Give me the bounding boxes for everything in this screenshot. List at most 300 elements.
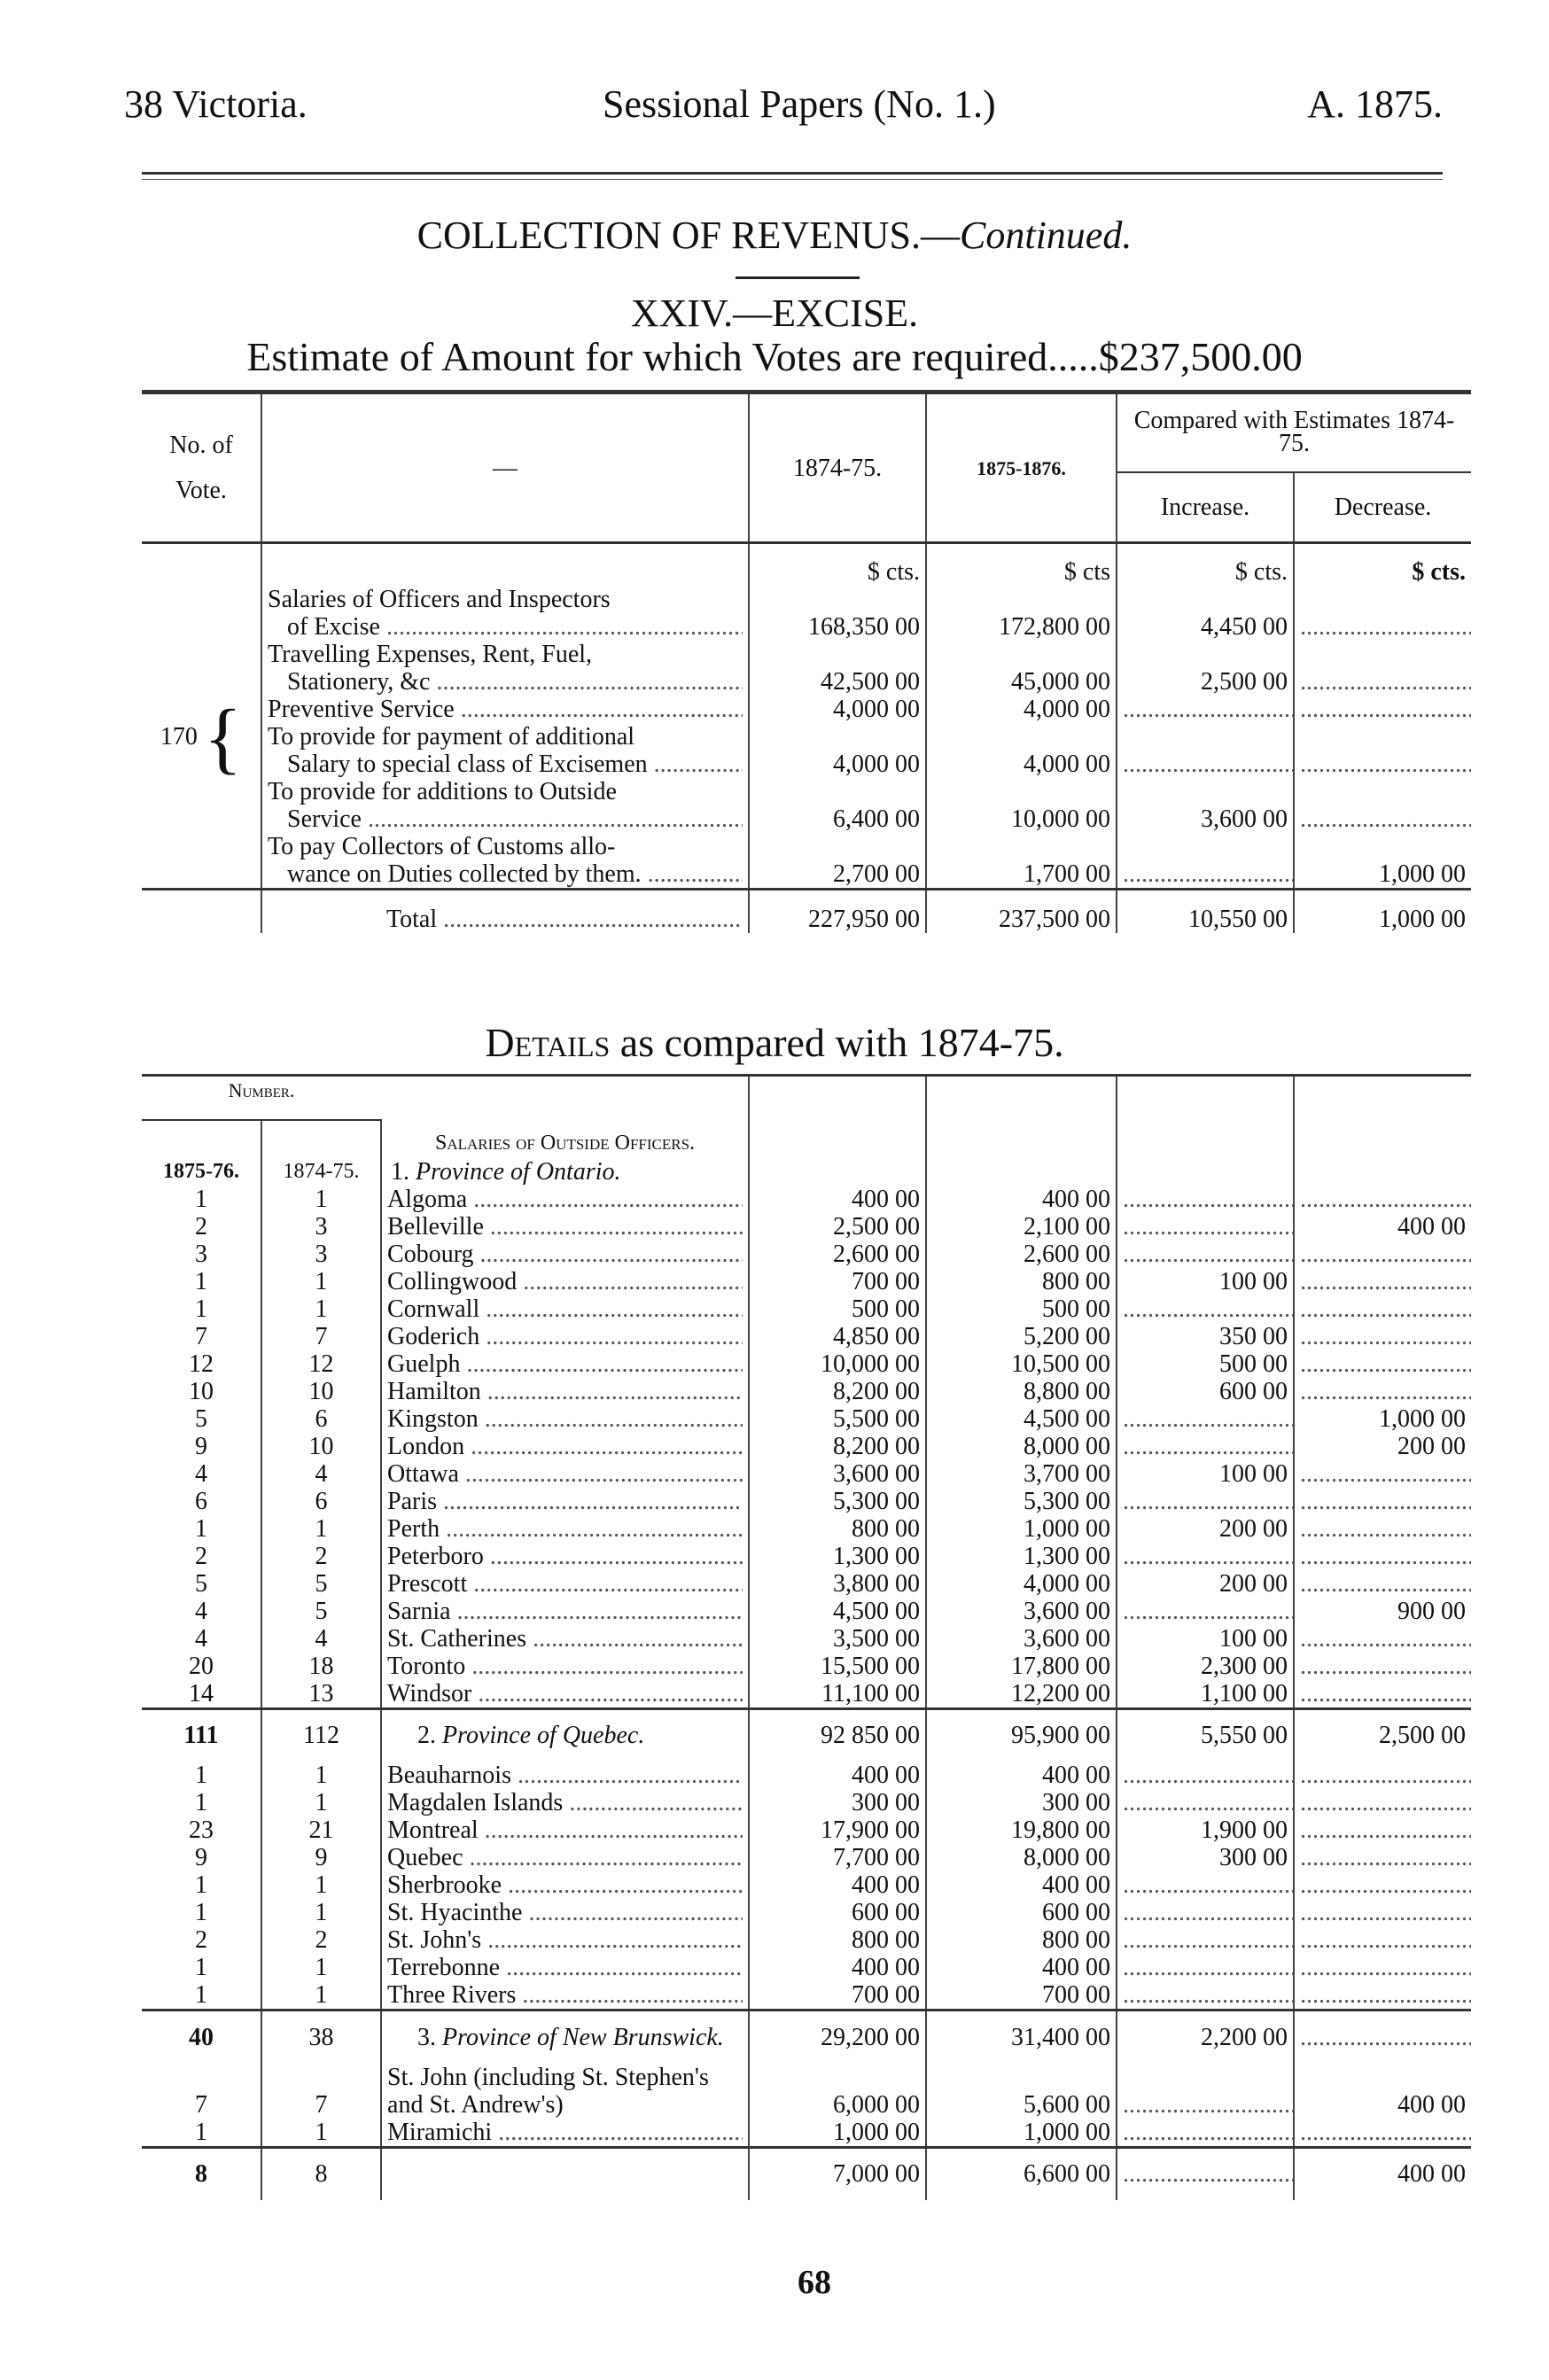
leader-dots	[1300, 696, 1471, 723]
detail-y2: 400 00	[926, 1954, 1117, 1981]
detail-y2: 5,600 00	[926, 2064, 1117, 2119]
count-1875: 1	[142, 1899, 261, 1926]
vote-desc-line1: To provide for additions to Outside	[261, 778, 749, 805]
detail-row	[142, 1844, 1471, 1871]
detail-y2: 2,100 00	[926, 1213, 1117, 1241]
count-1874: 5	[261, 1598, 381, 1625]
vote-desc-line2: Stationery, &c .....	[287, 668, 743, 696]
leader-dots	[1123, 2160, 1294, 2188]
leader-dots	[1300, 1515, 1471, 1543]
leader-dots	[1300, 1899, 1471, 1926]
running-header-left: 38 Victoria.	[124, 82, 307, 126]
detail-row	[142, 1899, 1471, 1926]
detail-y1: 4,850 00	[749, 1323, 926, 1350]
leader-dots	[1123, 2091, 1294, 2119]
section-heading: 3. Province of New Brunswick.	[417, 2023, 724, 2051]
detail-y1: 7,000 00	[749, 2147, 926, 2200]
vote-row	[142, 613, 1471, 641]
count-1874: 1	[261, 1981, 381, 2011]
station-name: Kingston .....	[387, 1405, 743, 1433]
count-1874: 10	[261, 1378, 381, 1405]
leader-dots	[1300, 1268, 1471, 1295]
vote-increase: 3,600 00	[1117, 805, 1294, 833]
detail-increase: 200 00	[1117, 1570, 1294, 1598]
leader-dots	[1300, 1816, 1471, 1844]
count-1874: 10	[261, 1433, 381, 1460]
detail-y2: 8,000 00	[926, 1844, 1117, 1871]
detail-decrease: 400 00	[1294, 2147, 1471, 2200]
detail-y1: 29,200 00	[749, 2011, 926, 2064]
total-inc: 10,550 00	[1117, 889, 1294, 933]
vote-row	[142, 805, 1471, 833]
leader-dots	[1123, 696, 1294, 723]
detail-y1: 400 00	[749, 1186, 926, 1213]
total-label: Total .....	[386, 906, 743, 933]
vote-y2: 45,000 00	[926, 668, 1117, 696]
unit-label: $ cts.	[1117, 543, 1294, 586]
station-name: Prescott .....	[387, 1570, 743, 1598]
page-title-main: COLLECTION OF REVENUS.—	[416, 214, 960, 257]
detail-y1: 400 00	[749, 1954, 926, 1981]
detail-y1: 8,200 00	[749, 1433, 926, 1460]
detail-row	[142, 1543, 1471, 1570]
subtotal-count-1874: 112	[261, 1708, 381, 1762]
vote-desc-line1: Salaries of Officers and Inspectors	[261, 586, 749, 613]
leader-dots	[1300, 1954, 1471, 1981]
vote-desc-line2: wance on Duties collected by them. .....	[287, 860, 743, 888]
page-title	[0, 213, 1549, 258]
count-1874: 1	[261, 2119, 381, 2148]
detail-increase: 2,200 00	[1117, 2011, 1294, 2064]
count-1874: 6	[261, 1488, 381, 1515]
leader-dots	[1123, 860, 1294, 888]
detail-y2: 400 00	[926, 1186, 1117, 1213]
unit-label: $ cts.	[749, 543, 926, 586]
leader-dots	[1300, 1488, 1471, 1515]
detail-row	[142, 1350, 1471, 1378]
detail-row	[142, 1323, 1471, 1350]
detail-y2: 5,300 00	[926, 1488, 1117, 1515]
leader-dots	[1300, 1844, 1471, 1871]
detail-y1: 500 00	[749, 1295, 926, 1323]
detail-y2: 4,000 00	[926, 1570, 1117, 1598]
leader-dots	[1300, 751, 1471, 778]
count-1874: 12	[261, 1350, 381, 1378]
detail-increase: 100 00	[1117, 1268, 1294, 1295]
detail-y1: 7,700 00	[749, 1844, 926, 1871]
detail-y1: 4,500 00	[749, 1598, 926, 1625]
detail-increase: 1,900 00	[1117, 1816, 1294, 1844]
page-number: 68	[798, 2264, 831, 2301]
vote-y2: 1,700 00	[926, 860, 1117, 890]
station-name: Perth .....	[387, 1515, 743, 1543]
running-header-right: A. 1875.	[1307, 82, 1443, 126]
leader-dots	[1123, 1213, 1294, 1241]
detail-row	[142, 1954, 1471, 1981]
station-name: Collingwood .....	[387, 1268, 743, 1295]
detail-y1: 700 00	[749, 1268, 926, 1295]
vote-row-line1	[142, 723, 1471, 751]
leader-dots	[1300, 1378, 1471, 1405]
leader-dots	[1123, 1981, 1294, 2009]
total-y2: 237,500 00	[926, 889, 1117, 933]
estimate-line: Estimate of Amount for which Votes are required.....$237,500.00	[246, 334, 1303, 379]
detail-row	[142, 1295, 1471, 1323]
detail-y1: 800 00	[749, 1515, 926, 1543]
detail-y1: 300 00	[749, 1789, 926, 1816]
vote-table	[142, 390, 1471, 933]
vote-row	[142, 751, 1471, 778]
running-header-center: Sessional Papers (No. 1.)	[603, 82, 996, 126]
vote-y2: 172,800 00	[926, 613, 1117, 641]
detail-row	[142, 2064, 1471, 2119]
vote-desc-line1: Travelling Expenses, Rent, Fuel,	[261, 641, 749, 668]
count-1875: 7	[142, 1323, 261, 1350]
vote-row-line1	[142, 778, 1471, 805]
count-1874: 13	[261, 1680, 381, 1709]
details-title: Details as compared with 1874-75.	[485, 1020, 1064, 1065]
unit-label: $ cts.	[1412, 557, 1467, 586]
leader-dots	[1300, 1186, 1471, 1213]
count-1875: 10	[142, 1378, 261, 1405]
detail-y1: 2,500 00	[749, 1213, 926, 1241]
unit-label: $ cts	[926, 543, 1117, 586]
count-1875: 1	[142, 1295, 261, 1323]
vote-desc-line2: Preventive Service .....	[268, 696, 743, 723]
detail-y1: 400 00	[749, 1762, 926, 1789]
detail-y2: 3,600 00	[926, 1625, 1117, 1653]
salaries-header: Salaries of Outside Officers.	[381, 1076, 749, 1155]
detail-y2: 400 00	[926, 1871, 1117, 1899]
station-name: Magdalen Islands .....	[387, 1789, 743, 1816]
count-1874: 9	[261, 1844, 381, 1871]
count-1875: 1	[142, 1789, 261, 1816]
vote-y1: 2,700 00	[749, 860, 926, 890]
subtotal-count-1875: 40	[142, 2011, 261, 2064]
detail-row	[142, 1625, 1471, 1653]
vote-row	[142, 860, 1471, 890]
leader-dots	[1123, 1405, 1294, 1433]
count-1875: 1	[142, 1268, 261, 1295]
detail-y1: 17,900 00	[749, 1816, 926, 1844]
station-name: Ottawa .....	[387, 1460, 743, 1488]
detail-y2: 1,000 00	[926, 1515, 1117, 1543]
count-1874: 1	[261, 1295, 381, 1323]
detail-row	[142, 1816, 1471, 1844]
count-1875: 4	[142, 1598, 261, 1625]
leader-dots	[1300, 1570, 1471, 1598]
detail-y1: 6,000 00	[749, 2064, 926, 2119]
count-1874: 2	[261, 1543, 381, 1570]
station-name: London .....	[387, 1433, 743, 1460]
detail-y2: 10,500 00	[926, 1350, 1117, 1378]
station-name: St. John's .....	[387, 1926, 743, 1954]
detail-y2: 12,200 00	[926, 1680, 1117, 1709]
detail-y1: 3,800 00	[749, 1570, 926, 1598]
count-1874: 5	[261, 1570, 381, 1598]
count-1875: 1	[142, 2119, 261, 2148]
detail-decrease: 1,000 00	[1379, 1404, 1467, 1433]
detail-row	[142, 1213, 1471, 1241]
station-name: Sherbrooke .....	[387, 1871, 743, 1899]
detail-row	[142, 1871, 1471, 1899]
count-1874: 6	[261, 1405, 381, 1433]
leader-dots	[1123, 751, 1294, 778]
detail-y1: 2,600 00	[749, 1241, 926, 1268]
station-name: Peterboro .....	[387, 1543, 743, 1570]
detail-row	[142, 1488, 1471, 1515]
station-name: Toronto .....	[387, 1653, 743, 1680]
count-1875: 9	[142, 1433, 261, 1460]
count-1875: 23	[142, 1816, 261, 1844]
leader-dots	[1300, 1543, 1471, 1570]
count-1875: 1	[142, 1762, 261, 1789]
count-1875: 1	[142, 1515, 261, 1543]
station-name: Beauharnois .....	[387, 1762, 743, 1789]
vote-y1: 6,400 00	[749, 805, 926, 833]
leader-dots	[1300, 1789, 1471, 1816]
decrease-header: Decrease.	[1294, 472, 1471, 543]
station-name: Algoma .....	[387, 1186, 743, 1213]
station-name: Cornwall .....	[387, 1295, 743, 1323]
vote-desc-line1: To pay Collectors of Customs allo-	[261, 833, 749, 860]
vote-y2: 4,000 00	[926, 696, 1117, 723]
detail-y1: 800 00	[749, 1926, 926, 1954]
detail-y1: 11,100 00	[749, 1680, 926, 1709]
detail-increase: 600 00	[1117, 1378, 1294, 1405]
detail-y2: 700 00	[926, 1981, 1117, 2011]
leader-dots	[1123, 1295, 1294, 1323]
leader-dots	[1123, 1789, 1294, 1816]
leader-dots	[1300, 1653, 1471, 1680]
detail-y2: 2,600 00	[926, 1241, 1117, 1268]
section-heading: 1. Province of Ontario.	[381, 1155, 749, 1186]
count-1874: 21	[261, 1816, 381, 1844]
detail-y1: 15,500 00	[749, 1653, 926, 1680]
count-1874: 7	[261, 1323, 381, 1350]
compared-header: Compared with Estimates 1874-75.	[1117, 393, 1471, 472]
vote-desc-line2: of Excise .....	[287, 613, 743, 641]
station-name: Paris .....	[387, 1488, 743, 1515]
detail-y2: 3,600 00	[926, 1598, 1117, 1625]
detail-y1: 3,600 00	[749, 1460, 926, 1488]
subtotal-count-1875: 111	[142, 1708, 261, 1762]
vote-total-row	[142, 889, 1471, 933]
vote-y1: 168,350 00	[749, 613, 926, 641]
count-1875: 1	[142, 1871, 261, 1899]
detail-y2: 17,800 00	[926, 1653, 1117, 1680]
leader-dots	[1123, 1871, 1294, 1899]
count-1875: 3	[142, 1241, 261, 1268]
detail-y1: 600 00	[749, 1899, 926, 1926]
detail-increase: 500 00	[1117, 1350, 1294, 1378]
section-heading: 2. Province of Quebec.	[417, 1722, 645, 1750]
count-1874: 18	[261, 1653, 381, 1680]
leader-dots	[1300, 1460, 1471, 1488]
station-name: Sarnia .....	[387, 1598, 743, 1625]
vote-desc-line1: To provide for payment of additional	[261, 723, 749, 751]
detail-y2: 1,300 00	[926, 1543, 1117, 1570]
y1-header: 1874-75.	[749, 393, 926, 543]
leader-dots	[1300, 1241, 1471, 1268]
detail-increase: 300 00	[1117, 1844, 1294, 1871]
detail-y2: 8,000 00	[926, 1433, 1117, 1460]
leader-dots	[1123, 1186, 1294, 1213]
detail-y2: 800 00	[926, 1926, 1117, 1954]
detail-y2: 19,800 00	[926, 1816, 1117, 1844]
leader-dots	[1300, 1762, 1471, 1789]
page-title-continued: Continued.	[960, 214, 1133, 257]
vote-row-line1	[142, 641, 1471, 668]
detail-row	[142, 1653, 1471, 1680]
detail-row	[142, 1789, 1471, 1816]
detail-row	[142, 1268, 1471, 1295]
count-1874: 1	[261, 1954, 381, 1981]
detail-y1: 5,300 00	[749, 1488, 926, 1515]
detail-y1: 1,300 00	[749, 1543, 926, 1570]
count-1874: 1	[261, 1762, 381, 1789]
detail-y1: 1,000 00	[749, 2119, 926, 2148]
detail-y1: 8,200 00	[749, 1378, 926, 1405]
detail-y2: 500 00	[926, 1295, 1117, 1323]
detail-y2: 800 00	[926, 1268, 1117, 1295]
count-1875: 5	[142, 1570, 261, 1598]
station-name: St. Hyacinthe .....	[387, 1899, 743, 1926]
leader-dots	[1300, 1625, 1471, 1653]
detail-y2: 3,700 00	[926, 1460, 1117, 1488]
vote-y1: 42,500 00	[749, 668, 926, 696]
detail-row	[142, 1378, 1471, 1405]
detail-y2: 8,800 00	[926, 1378, 1117, 1405]
station-name: Quebec .....	[387, 1844, 743, 1871]
station-name: Miramichi .....	[387, 2119, 743, 2146]
leader-dots	[1123, 1598, 1294, 1625]
count-1875: 2	[142, 1543, 261, 1570]
vote-desc-line2: Salary to special class of Excisemen .....	[287, 751, 743, 778]
detail-decrease: 400 00	[1397, 2090, 1467, 2119]
station-name: Guelph .....	[387, 1350, 743, 1378]
detail-y2: 6,600 00	[926, 2147, 1117, 2200]
detail-increase: 100 00	[1117, 1460, 1294, 1488]
subtotal-row	[142, 2011, 1471, 2064]
count-1874: 1	[261, 1268, 381, 1295]
count-1874: 4	[261, 1625, 381, 1653]
detail-decrease: 2,500 00	[1294, 1708, 1471, 1762]
detail-increase: 350 00	[1117, 1323, 1294, 1350]
details-table	[142, 1074, 1471, 2200]
leader-dots	[1300, 1981, 1471, 2009]
vote-row	[142, 696, 1471, 723]
header-rule	[142, 172, 1443, 175]
desc-header: —	[261, 393, 749, 543]
leader-dots	[1300, 1871, 1471, 1899]
count-1875: 6	[142, 1488, 261, 1515]
vote-y2: 4,000 00	[926, 751, 1117, 778]
detail-decrease: 900 00	[1397, 1597, 1467, 1625]
vote-y2: 10,000 00	[926, 805, 1117, 833]
station-name: St. John (including St. Stephen's and St. Andrew's)	[387, 2063, 709, 2119]
detail-increase: 5,550 00	[1117, 1708, 1294, 1762]
detail-row	[142, 1460, 1471, 1488]
leader-dots	[1123, 1543, 1294, 1570]
count-1874: 1	[261, 1899, 381, 1926]
count-1875: 7	[142, 2064, 261, 2119]
station-name: Goderich .....	[387, 1323, 743, 1350]
detail-row	[142, 1926, 1471, 1954]
subtotal-count-1874: 8	[261, 2147, 381, 2200]
subtotal-row	[142, 2147, 1471, 2200]
leader-dots	[1123, 2119, 1294, 2146]
detail-increase: 100 00	[1117, 1625, 1294, 1653]
leader-dots	[1300, 1295, 1471, 1323]
detail-y2: 4,500 00	[926, 1405, 1117, 1433]
leader-dots	[1123, 1762, 1294, 1789]
leader-dots	[1123, 1488, 1294, 1515]
detail-row	[142, 1680, 1471, 1709]
increase-header: Increase.	[1117, 472, 1294, 543]
detail-increase: 200 00	[1117, 1515, 1294, 1543]
count-1875: 5	[142, 1405, 261, 1433]
section-title: XXIV.—EXCISE.	[630, 292, 919, 335]
count-1875: 20	[142, 1653, 261, 1680]
leader-dots	[1300, 613, 1471, 641]
station-name: Windsor .....	[387, 1680, 743, 1707]
count-1874: 1	[261, 1789, 381, 1816]
count-1875: 1	[142, 1981, 261, 2011]
station-name: Montreal .....	[387, 1816, 743, 1844]
subtotal-count-1875: 8	[142, 2147, 261, 2200]
count-1875: 2	[142, 1926, 261, 1954]
count-1874: 1	[261, 1871, 381, 1899]
leader-dots	[1123, 1241, 1294, 1268]
detail-row	[142, 2119, 1471, 2148]
count-1874: 2	[261, 1926, 381, 1954]
count-1875: 12	[142, 1350, 261, 1378]
vote-row	[142, 668, 1471, 696]
col-1875-header: 1875-76.	[142, 1155, 261, 1186]
total-y1: 227,950 00	[749, 889, 926, 933]
vote-y1: 4,000 00	[749, 696, 926, 723]
detail-y2: 600 00	[926, 1899, 1117, 1926]
count-1874: 1	[261, 1186, 381, 1213]
detail-decrease: 400 00	[1397, 1212, 1467, 1241]
leader-dots	[1300, 668, 1471, 696]
station-name: Hamilton .....	[387, 1378, 743, 1405]
detail-y2: 300 00	[926, 1789, 1117, 1816]
detail-row	[142, 1598, 1471, 1625]
station-name: Cobourg .....	[387, 1241, 743, 1268]
count-1874: 7	[261, 2064, 381, 2119]
count-1875: 2	[142, 1213, 261, 1241]
leader-dots	[1300, 805, 1471, 833]
count-1875: 14	[142, 1680, 261, 1709]
count-1875: 9	[142, 1844, 261, 1871]
station-name: St. Catherines .....	[387, 1625, 743, 1653]
detail-increase: 1,100 00	[1117, 1680, 1294, 1709]
detail-row	[142, 1515, 1471, 1543]
detail-y2: 5,200 00	[926, 1323, 1117, 1350]
y2-header: 1875-1876.	[926, 393, 1117, 543]
col-1874-header: 1874-75.	[261, 1155, 381, 1186]
leader-dots	[1123, 1433, 1294, 1460]
vote-decrease: 1,000 00	[1379, 859, 1467, 888]
leader-dots	[1300, 2119, 1471, 2146]
leader-dots	[1300, 1926, 1471, 1954]
count-1874: 4	[261, 1460, 381, 1488]
count-1874: 3	[261, 1213, 381, 1241]
detail-y2: 400 00	[926, 1762, 1117, 1789]
vote-no-header: No. of Vote.	[142, 393, 261, 543]
